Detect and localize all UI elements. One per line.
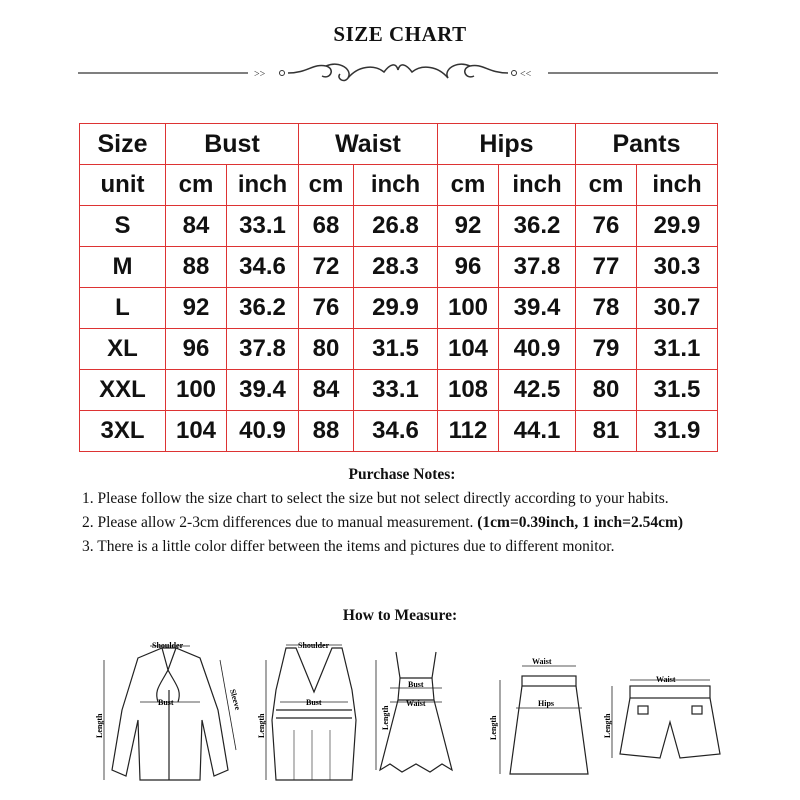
size-cell: 3XL [80,411,166,452]
unit-cell: cm [299,165,354,206]
size-cell: S [80,206,166,247]
value-cell: 37.8 [227,329,299,370]
value-cell: 88 [166,247,227,288]
value-cell: 79 [576,329,637,370]
value-cell: 26.8 [354,206,438,247]
value-cell: 34.6 [227,247,299,288]
value-cell: 104 [438,329,499,370]
value-cell: 29.9 [354,288,438,329]
note-2 [82,511,722,535]
value-cell: 39.4 [227,370,299,411]
value-cell: 39.4 [499,288,576,329]
hips-label: Hips [538,699,555,708]
table-row [80,411,718,452]
length-label-4: Length [489,715,498,740]
value-cell: 76 [299,288,354,329]
how-to-measure-heading: How to Measure: [342,607,458,624]
value-cell: 31.5 [637,370,718,411]
value-cell: 72 [299,247,354,288]
value-cell: 96 [438,247,499,288]
value-cell: 36.2 [499,206,576,247]
value-cell: 31.5 [354,329,438,370]
size-cell: M [80,247,166,288]
value-cell: 40.9 [499,329,576,370]
header-cell: Bust [166,124,299,165]
value-cell: 104 [166,411,227,452]
value-cell: 77 [576,247,637,288]
value-cell: 37.8 [499,247,576,288]
measurement-diagrams [90,630,730,795]
note-2-text: 2. Please allow 2-3cm differences due to manual measurement. [82,514,478,531]
value-cell: 108 [438,370,499,411]
value-cell: 42.5 [499,370,576,411]
value-cell: 30.7 [637,288,718,329]
purchase-notes [82,463,722,559]
length-label-5: Length [603,713,612,738]
table-row [80,329,718,370]
table-row [80,247,718,288]
size-cell: L [80,288,166,329]
unit-row [80,165,718,206]
header-cell: Waist [299,124,438,165]
value-cell: 29.9 [637,206,718,247]
shoulder-label: Shoulder [152,641,184,650]
tank-top-diagram-icon [266,645,356,780]
table-row [80,288,718,329]
bust-label-3: Bust [408,680,424,689]
value-cell: 28.3 [354,247,438,288]
table-row [80,370,718,411]
value-cell: 100 [438,288,499,329]
svg-text:<<: << [520,69,532,80]
ornament-divider-icon [78,58,718,88]
value-cell: 44.1 [499,411,576,452]
unit-cell: inch [499,165,576,206]
unit-cell: cm [166,165,227,206]
unit-cell: cm [438,165,499,206]
shorts-diagram-icon [612,680,720,758]
value-cell: 80 [299,329,354,370]
unit-cell: inch [227,165,299,206]
sleeve-label: Sleeve [228,688,243,712]
notes-heading: Purchase Notes: [348,466,456,483]
value-cell: 36.2 [227,288,299,329]
size-cell: XL [80,329,166,370]
value-cell: 34.6 [354,411,438,452]
value-cell: 33.1 [227,206,299,247]
value-cell: 68 [299,206,354,247]
header-cell: Pants [576,124,718,165]
header-row [80,124,718,165]
value-cell: 31.9 [637,411,718,452]
bust-label-2: Bust [306,698,322,707]
value-cell: 84 [166,206,227,247]
value-cell: 84 [299,370,354,411]
length-label-3: Length [381,705,390,730]
note-1: 1. Please follow the size chart to select the size but not select directly according to your habits. [82,490,669,507]
value-cell: 31.1 [637,329,718,370]
value-cell: 81 [576,411,637,452]
value-cell: 78 [576,288,637,329]
length-label: Length [95,713,104,738]
page-title: SIZE CHART [333,22,467,46]
blouse-diagram-icon [104,646,236,780]
unit-cell: inch [354,165,438,206]
unit-cell: inch [637,165,718,206]
header-cell: Size [80,124,166,165]
size-chart-table [79,123,718,452]
value-cell: 92 [166,288,227,329]
note-3: 3. There is a little color differ between the items and pictures due to different monitor. [82,538,615,555]
waist-label-3: Waist [656,675,676,684]
unit-cell: cm [576,165,637,206]
value-cell: 33.1 [354,370,438,411]
size-cell: XXL [80,370,166,411]
unit-cell: unit [80,165,166,206]
value-cell: 100 [166,370,227,411]
value-cell: 92 [438,206,499,247]
bust-label: Bust [158,698,174,707]
length-label-2: Length [257,713,266,738]
value-cell: 76 [576,206,637,247]
shoulder-label-2: Shoulder [298,641,330,650]
value-cell: 30.3 [637,247,718,288]
note-2-conversion: (1cm=0.39inch, 1 inch=2.54cm) [477,514,684,531]
value-cell: 80 [576,370,637,411]
header-cell: Hips [438,124,576,165]
waist-label: Waist [406,699,426,708]
skirt-diagram-icon [500,666,588,774]
table-row [80,206,718,247]
waist-label-2: Waist [532,657,552,666]
value-cell: 96 [166,329,227,370]
value-cell: 112 [438,411,499,452]
svg-text:>>: >> [254,69,266,80]
value-cell: 88 [299,411,354,452]
value-cell: 40.9 [227,411,299,452]
